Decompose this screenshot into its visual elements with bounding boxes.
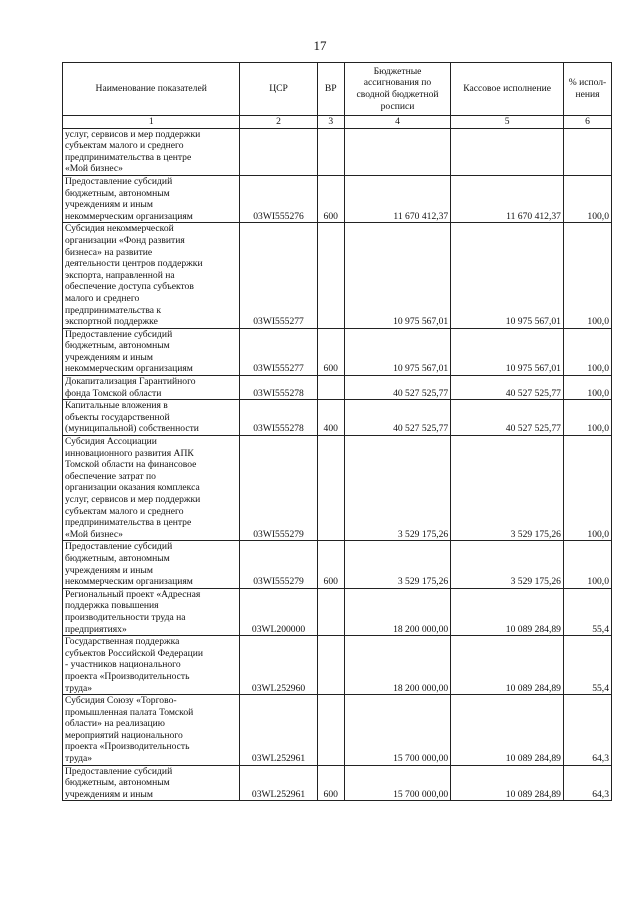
execution-percent-cell: 100,0 <box>563 328 611 375</box>
vr-code-cell: 600 <box>317 541 344 588</box>
table-row <box>63 436 612 541</box>
execution-percent-cell: 100,0 <box>563 376 611 400</box>
csr-code-cell: 03WI555278 <box>240 376 317 400</box>
table-row <box>63 328 612 375</box>
row-name-cell: Капитальные вложения в объекты государственной (муниципальной) собственности <box>63 400 240 436</box>
budget-amount-cell: 10 975 567,01 <box>344 328 450 375</box>
cash-execution-cell: 10 089 284,89 <box>451 765 564 801</box>
row-name-cell: Субсидия некоммерческой организации «Фонд развития бизнеса» на развитие деятельности центров поддержки экспорта, направленной на обеспечение доступа субъектов малого и среднего предпринимательства к экспортной поддержке <box>63 223 240 328</box>
budget-amount-cell <box>344 128 450 175</box>
budget-amount-cell: 15 700 000,00 <box>344 695 450 766</box>
csr-code-cell: 03WI555279 <box>240 436 317 541</box>
column-number: 6 <box>563 116 611 129</box>
header-budget: Бюджетные ассигнования по сводной бюджетной росписи <box>344 63 450 116</box>
vr-code-cell <box>317 588 344 635</box>
row-name-cell: Предоставление субсидий бюджетным, автономным учреждениям и иным <box>63 765 240 801</box>
row-name-cell: Предоставление субсидий бюджетным, автономным учреждениям и иным некоммерческим организациям <box>63 175 240 222</box>
cash-execution-cell: 10 089 284,89 <box>451 636 564 695</box>
column-number: 2 <box>240 116 317 129</box>
budget-amount-cell: 11 670 412,37 <box>344 175 450 222</box>
table-row <box>63 588 612 635</box>
vr-code-cell: 600 <box>317 765 344 801</box>
header-csr: ЦСР <box>240 63 317 116</box>
execution-percent-cell: 100,0 <box>563 175 611 222</box>
vr-code-cell: 600 <box>317 328 344 375</box>
table-row <box>63 541 612 588</box>
vr-code-cell <box>317 223 344 328</box>
execution-percent-cell: 64,3 <box>563 695 611 766</box>
vr-code-cell <box>317 436 344 541</box>
column-number: 5 <box>451 116 564 129</box>
table-row <box>63 400 612 436</box>
csr-code-cell: 03WI555277 <box>240 223 317 328</box>
column-number-row <box>63 116 612 129</box>
csr-code-cell: 03WI555278 <box>240 400 317 436</box>
cash-execution-cell: 10 975 567,01 <box>451 328 564 375</box>
cash-execution-cell: 11 670 412,37 <box>451 175 564 222</box>
csr-code-cell: 03WL252961 <box>240 695 317 766</box>
budget-amount-cell: 3 529 175,26 <box>344 541 450 588</box>
header-pct: % испол- нения <box>563 63 611 116</box>
row-name-cell: Предоставление субсидий бюджетным, автономным учреждениям и иным некоммерческим организациям <box>63 541 240 588</box>
execution-percent-cell: 100,0 <box>563 541 611 588</box>
table-row <box>63 175 612 222</box>
column-number: 1 <box>63 116 240 129</box>
budget-amount-cell: 15 700 000,00 <box>344 765 450 801</box>
cash-execution-cell: 3 529 175,26 <box>451 541 564 588</box>
vr-code-cell: 600 <box>317 175 344 222</box>
vr-code-cell <box>317 128 344 175</box>
csr-code-cell: 03WL252961 <box>240 765 317 801</box>
column-number: 4 <box>344 116 450 129</box>
row-name-cell: Государственная поддержка субъектов Российской Федерации - участников национального проекта «Производительность труда» <box>63 636 240 695</box>
csr-code-cell: 03WI555277 <box>240 328 317 375</box>
cash-execution-cell: 3 529 175,26 <box>451 436 564 541</box>
vr-code-cell <box>317 376 344 400</box>
row-name-cell: Докапитализация Гарантийного фонда Томской области <box>63 376 240 400</box>
budget-amount-cell: 18 200 000,00 <box>344 636 450 695</box>
budget-amount-cell: 3 529 175,26 <box>344 436 450 541</box>
table-row <box>63 765 612 801</box>
budget-execution-table <box>62 62 612 801</box>
cash-execution-cell <box>451 128 564 175</box>
execution-percent-cell: 55,4 <box>563 636 611 695</box>
budget-amount-cell: 10 975 567,01 <box>344 223 450 328</box>
row-name-cell: Предоставление субсидий бюджетным, автономным учреждениям и иным некоммерческим организациям <box>63 328 240 375</box>
budget-amount-cell: 40 527 525,77 <box>344 400 450 436</box>
csr-code-cell: 03WI555276 <box>240 175 317 222</box>
execution-percent-cell: 100,0 <box>563 400 611 436</box>
table-row <box>63 636 612 695</box>
table-row <box>63 128 612 175</box>
budget-amount-cell: 40 527 525,77 <box>344 376 450 400</box>
cash-execution-cell: 10 089 284,89 <box>451 588 564 635</box>
header-cash: Кассовое исполнение <box>451 63 564 116</box>
table-row <box>63 376 612 400</box>
header-row <box>63 63 612 116</box>
row-name-cell: Субсидия Союзу «Торгово- промышленная палата Томской области» на реализацию мероприятий национального проекта «Производительность труда» <box>63 695 240 766</box>
row-name-cell: Региональный проект «Адресная поддержка повышения производительности труда на предприятиях» <box>63 588 240 635</box>
execution-percent-cell: 55,4 <box>563 588 611 635</box>
execution-percent-cell: 64,3 <box>563 765 611 801</box>
table-row <box>63 695 612 766</box>
cash-execution-cell: 10 089 284,89 <box>451 695 564 766</box>
execution-percent-cell <box>563 128 611 175</box>
csr-code-cell <box>240 128 317 175</box>
csr-code-cell: 03WI555279 <box>240 541 317 588</box>
vr-code-cell <box>317 636 344 695</box>
cash-execution-cell: 40 527 525,77 <box>451 400 564 436</box>
csr-code-cell: 03WL200000 <box>240 588 317 635</box>
execution-percent-cell: 100,0 <box>563 223 611 328</box>
row-name-cell: услуг, сервисов и мер поддержки субъектам малого и среднего предпринимательства в центре «Мой бизнес» <box>63 128 240 175</box>
page-number: 17 <box>313 38 327 53</box>
cash-execution-cell: 10 975 567,01 <box>451 223 564 328</box>
row-name-cell: Субсидия Ассоциации инновационного развития АПК Томской области на финансовое обеспечение затрат по организации оказания комплекса услуг, сервисов и мер поддержки субъектам малого и среднего предпринимательства в центре «Мой бизнес» <box>63 436 240 541</box>
vr-code-cell: 400 <box>317 400 344 436</box>
column-number: 3 <box>317 116 344 129</box>
header-vr: ВР <box>317 63 344 116</box>
csr-code-cell: 03WL252960 <box>240 636 317 695</box>
vr-code-cell <box>317 695 344 766</box>
table-row <box>63 223 612 328</box>
budget-amount-cell: 18 200 000,00 <box>344 588 450 635</box>
execution-percent-cell: 100,0 <box>563 436 611 541</box>
cash-execution-cell: 40 527 525,77 <box>451 376 564 400</box>
header-name: Наименование показателей <box>63 63 240 116</box>
